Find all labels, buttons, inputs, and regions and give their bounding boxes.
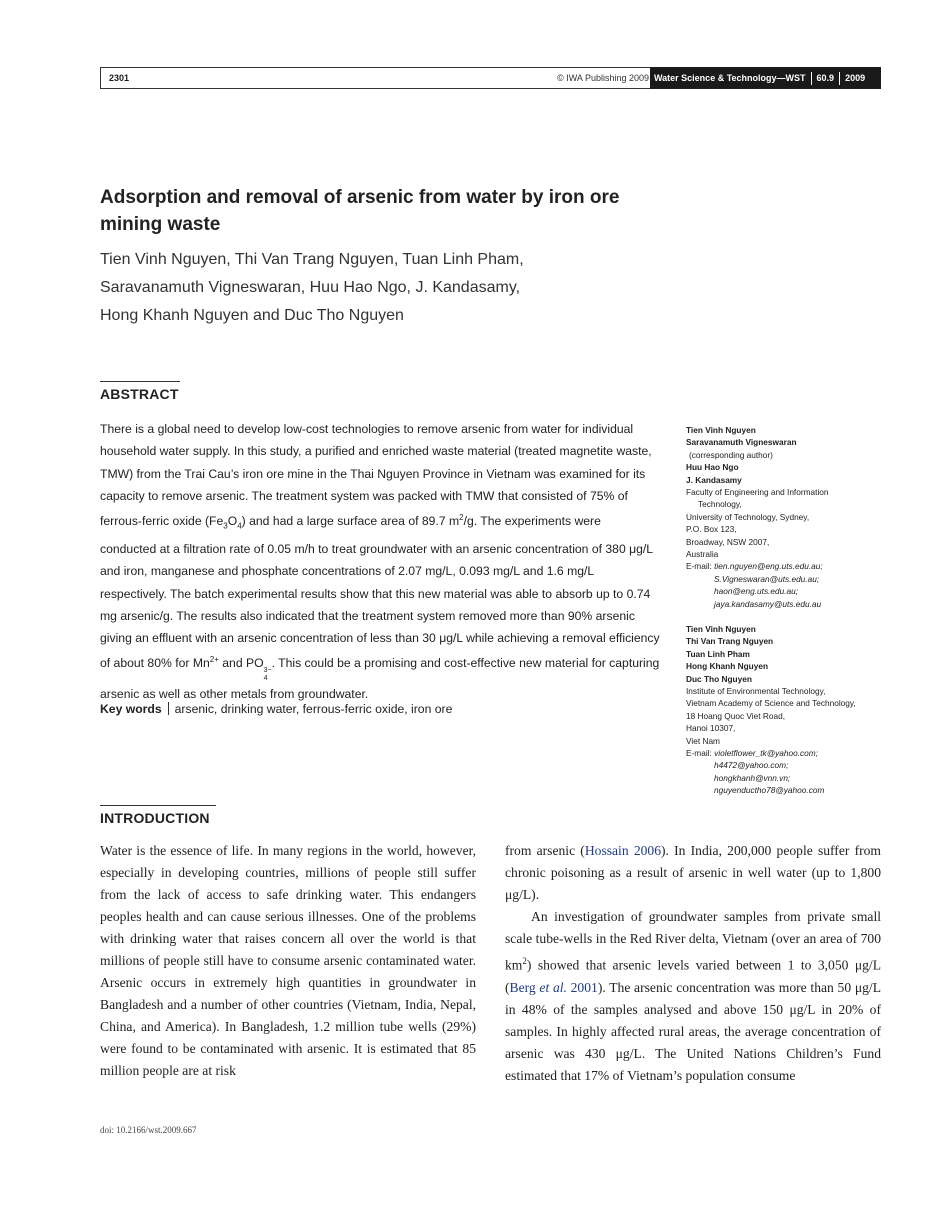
citation-etal: et al. (539, 979, 567, 995)
supsub-stack (264, 667, 272, 683)
journal-year: 2009 (845, 73, 866, 83)
abstract-segment: . This could be a promising and cost-effective new material for capturing arsenic as well as other metals from groundwater. (100, 656, 660, 701)
intro-paragraph (505, 840, 881, 906)
corresponding-note: (corresponding author) (689, 449, 773, 460)
author-list (100, 246, 700, 330)
author-line: Tien Vinh Nguyen, Thi Van Trang Nguyen, Tuan Linh Pham, (100, 251, 524, 268)
running-header (100, 67, 881, 89)
email-address[interactable]: nguyenductho78@yahoo.com (714, 785, 825, 796)
abstract-segment: and PO (218, 656, 264, 671)
introduction-heading: INTRODUCTION (100, 810, 210, 826)
citation-author: Berg (509, 979, 540, 995)
affiliation-line: Faculty of Engineering and Information (686, 487, 829, 498)
email-address[interactable]: h4472@yahoo.com; (714, 760, 789, 771)
email-label: E-mail: (686, 748, 715, 759)
affiliation-line: Viet Nam (686, 735, 720, 746)
subscript: 3 (223, 521, 228, 531)
citation-year: 2001 (566, 979, 598, 995)
intro-paragraph: Water is the essence of life. In many regions in the world, however, especially in developing countries, millions of people still suffer from the lack of access to safe drinking water. This endangers peoples health and can cause serious illnesses. One of the problems with drinking water that raises concern all over the world is that millions of people still have to consume arsenic contaminated water. Arsenic occurs in extremely high quantities in groundwater in Bangladesh and a number of other countries (Vietnam, India, Nepal, China, and America). In Bangladesh, 1.2 million tube wells (29%) were found to be contaminated with arsenic. It is estimated that 85 million people are at risk (100, 843, 476, 1078)
citation-link[interactable]: Hossain 2006 (584, 843, 662, 858)
author-line: Hong Khanh Nguyen and Duc Tho Nguyen (100, 307, 404, 324)
affiliation-line: 18 Hoang Quoc Viet Road, (686, 710, 786, 721)
title-line: Adsorption and removal of arsenic from water by iron ore (100, 187, 620, 208)
abstract-segment: There is a global need to develop low-cost technologies to remove arsenic from water for individual household water supply. In this study, a purified and enriched waste material (treated magnetite waste, TMW) from the Trai Cau’s iron ore mine in the Thai Nguyen Province in Vietnam was examined for its capacity to remove arsenic. The treatment system was packed with TMW that consisted of 75% of ferrous-ferric oxide (Fe (100, 422, 652, 529)
subscript: 4 (263, 674, 268, 682)
abstract-body (100, 418, 660, 705)
citation-link[interactable] (510, 980, 598, 995)
affiliation-author: Tuan Linh Pham (686, 648, 750, 659)
affiliation-line: Institute of Environmental Technology, (686, 686, 826, 697)
affiliation-line: Vietnam Academy of Science and Technology, (686, 698, 856, 709)
paper-title (100, 184, 700, 238)
affiliation-author: Tien Vinh Nguyen (686, 425, 756, 435)
keywords-list: arsenic, drinking water, ferrous-ferric oxide, iron ore (174, 702, 453, 716)
affiliation-author: Hong Khanh Nguyen (686, 661, 769, 672)
journal-banner (650, 67, 881, 89)
superscript: 2 (459, 513, 464, 523)
superscript: 3− (263, 666, 272, 674)
text-segment: from arsenic ( (505, 843, 585, 858)
keywords-label: Key words (100, 702, 162, 716)
affiliation-block-1 (686, 424, 886, 610)
affiliation-line: P.O. Box 123, (686, 524, 737, 535)
abstract-segment: /g. The experiments were conducted at a filtration rate of 0.05 m/h to treat groundwater with an arsenic concentration of 380 μg/L and iron, manganese and phosphate concentrations of 2.07 mg/L, 0.093 mg/L and 1.6 mg/L respectively. The batch experimental results show that this new material was able to absorb up to 0.74 mg arsenic/g. The results also indicated that the treatment system removed more than 90% arsenic giving an effluent with an arsenic concentration of less than 30 μg/L while achieving a removal efficiency of about 80% for Mn (100, 514, 660, 671)
affiliation-line: Technology, (698, 499, 742, 510)
affiliation-block-2 (686, 623, 886, 797)
abstract-segment: O (227, 514, 238, 529)
email-address[interactable]: haon@eng.uts.edu.au; (714, 586, 799, 597)
text-segment: ). The arsenic concentration was more than 50 μg/L in 48% of the samples analysed and above 150 μg/L in 20% of samples. In highly affected rural areas, the average concentration of arsenic was 430 μg/L. The United Nations Children’s Fund estimated that 17% of Vietnam’s population consume (505, 979, 882, 1083)
subscript: 4 (237, 521, 242, 531)
affiliation-author: Saravanamuth Vigneswaran (686, 437, 797, 448)
email-label: E-mail: (686, 561, 715, 572)
affiliation-line: Australia (686, 549, 719, 560)
superscript: 2+ (209, 655, 219, 665)
email-line (686, 560, 886, 572)
affiliation-line: Broadway, NSW 2007, (686, 536, 770, 547)
affiliation-line: Hanoi 10307, (686, 723, 736, 734)
affiliation-author: Duc Tho Nguyen (686, 673, 752, 684)
affiliation-author: Tien Vinh Nguyen (686, 624, 756, 634)
email-address[interactable]: tien.nguyen@eng.uts.edu.au; (714, 561, 823, 572)
email-address[interactable]: S.Vigneswaran@uts.edu.au; (714, 573, 820, 584)
introduction-rule (100, 805, 216, 806)
journal-volume: 60.9 (816, 73, 835, 83)
title-line: mining waste (100, 214, 221, 235)
text-segment: ) showed that arsenic levels varied between 1 to 3,050 μg/L ( (505, 957, 881, 995)
email-address[interactable]: jaya.kandasamy@uts.edu.au (714, 598, 822, 609)
publisher-notice: © IWA Publishing 2009 (557, 73, 649, 83)
abstract-text (100, 418, 660, 705)
text-segment: An investigation of groundwater samples from private small scale tube-wells in the Red River delta, Vietnam (over an area of 700 km (505, 909, 881, 973)
author-line: Saravanamuth Vigneswaran, Huu Hao Ngo, J. Kandasamy, (100, 279, 521, 296)
header-separator (839, 72, 840, 85)
page-number: 2301 (109, 73, 130, 83)
abstract-segment: ) and had a large surface area of 89.7 m (241, 514, 460, 529)
affiliation-author: Thi Van Trang Nguyen (686, 636, 774, 647)
affiliation-author: J. Kandasamy (686, 474, 742, 485)
affiliation-author: Huu Hao Ngo (686, 462, 739, 473)
journal-name: Water Science & Technology—WST (654, 73, 806, 83)
abstract-rule (100, 381, 180, 382)
email-address[interactable]: hongkhanh@vnn.vn; (714, 772, 791, 783)
keywords-separator (168, 702, 169, 715)
intro-column-left (100, 840, 476, 1082)
abstract-heading: ABSTRACT (100, 386, 179, 402)
intro-paragraph (505, 906, 881, 1087)
header-separator (811, 72, 812, 85)
email-address[interactable]: violetflower_tk@yahoo.com; (714, 748, 819, 759)
affiliation-line: University of Technology, Sydney, (686, 511, 810, 522)
doi: doi: 10.2166/wst.2009.667 (100, 1125, 197, 1135)
text-segment: ). In India, 200,000 people suffer from chronic poisoning as a result of arsenic in well water (up to 1,800 μg/L). (505, 843, 882, 902)
intro-column-right (505, 840, 881, 1087)
email-line (686, 747, 886, 759)
keywords (100, 702, 452, 716)
superscript: 2 (522, 956, 527, 966)
